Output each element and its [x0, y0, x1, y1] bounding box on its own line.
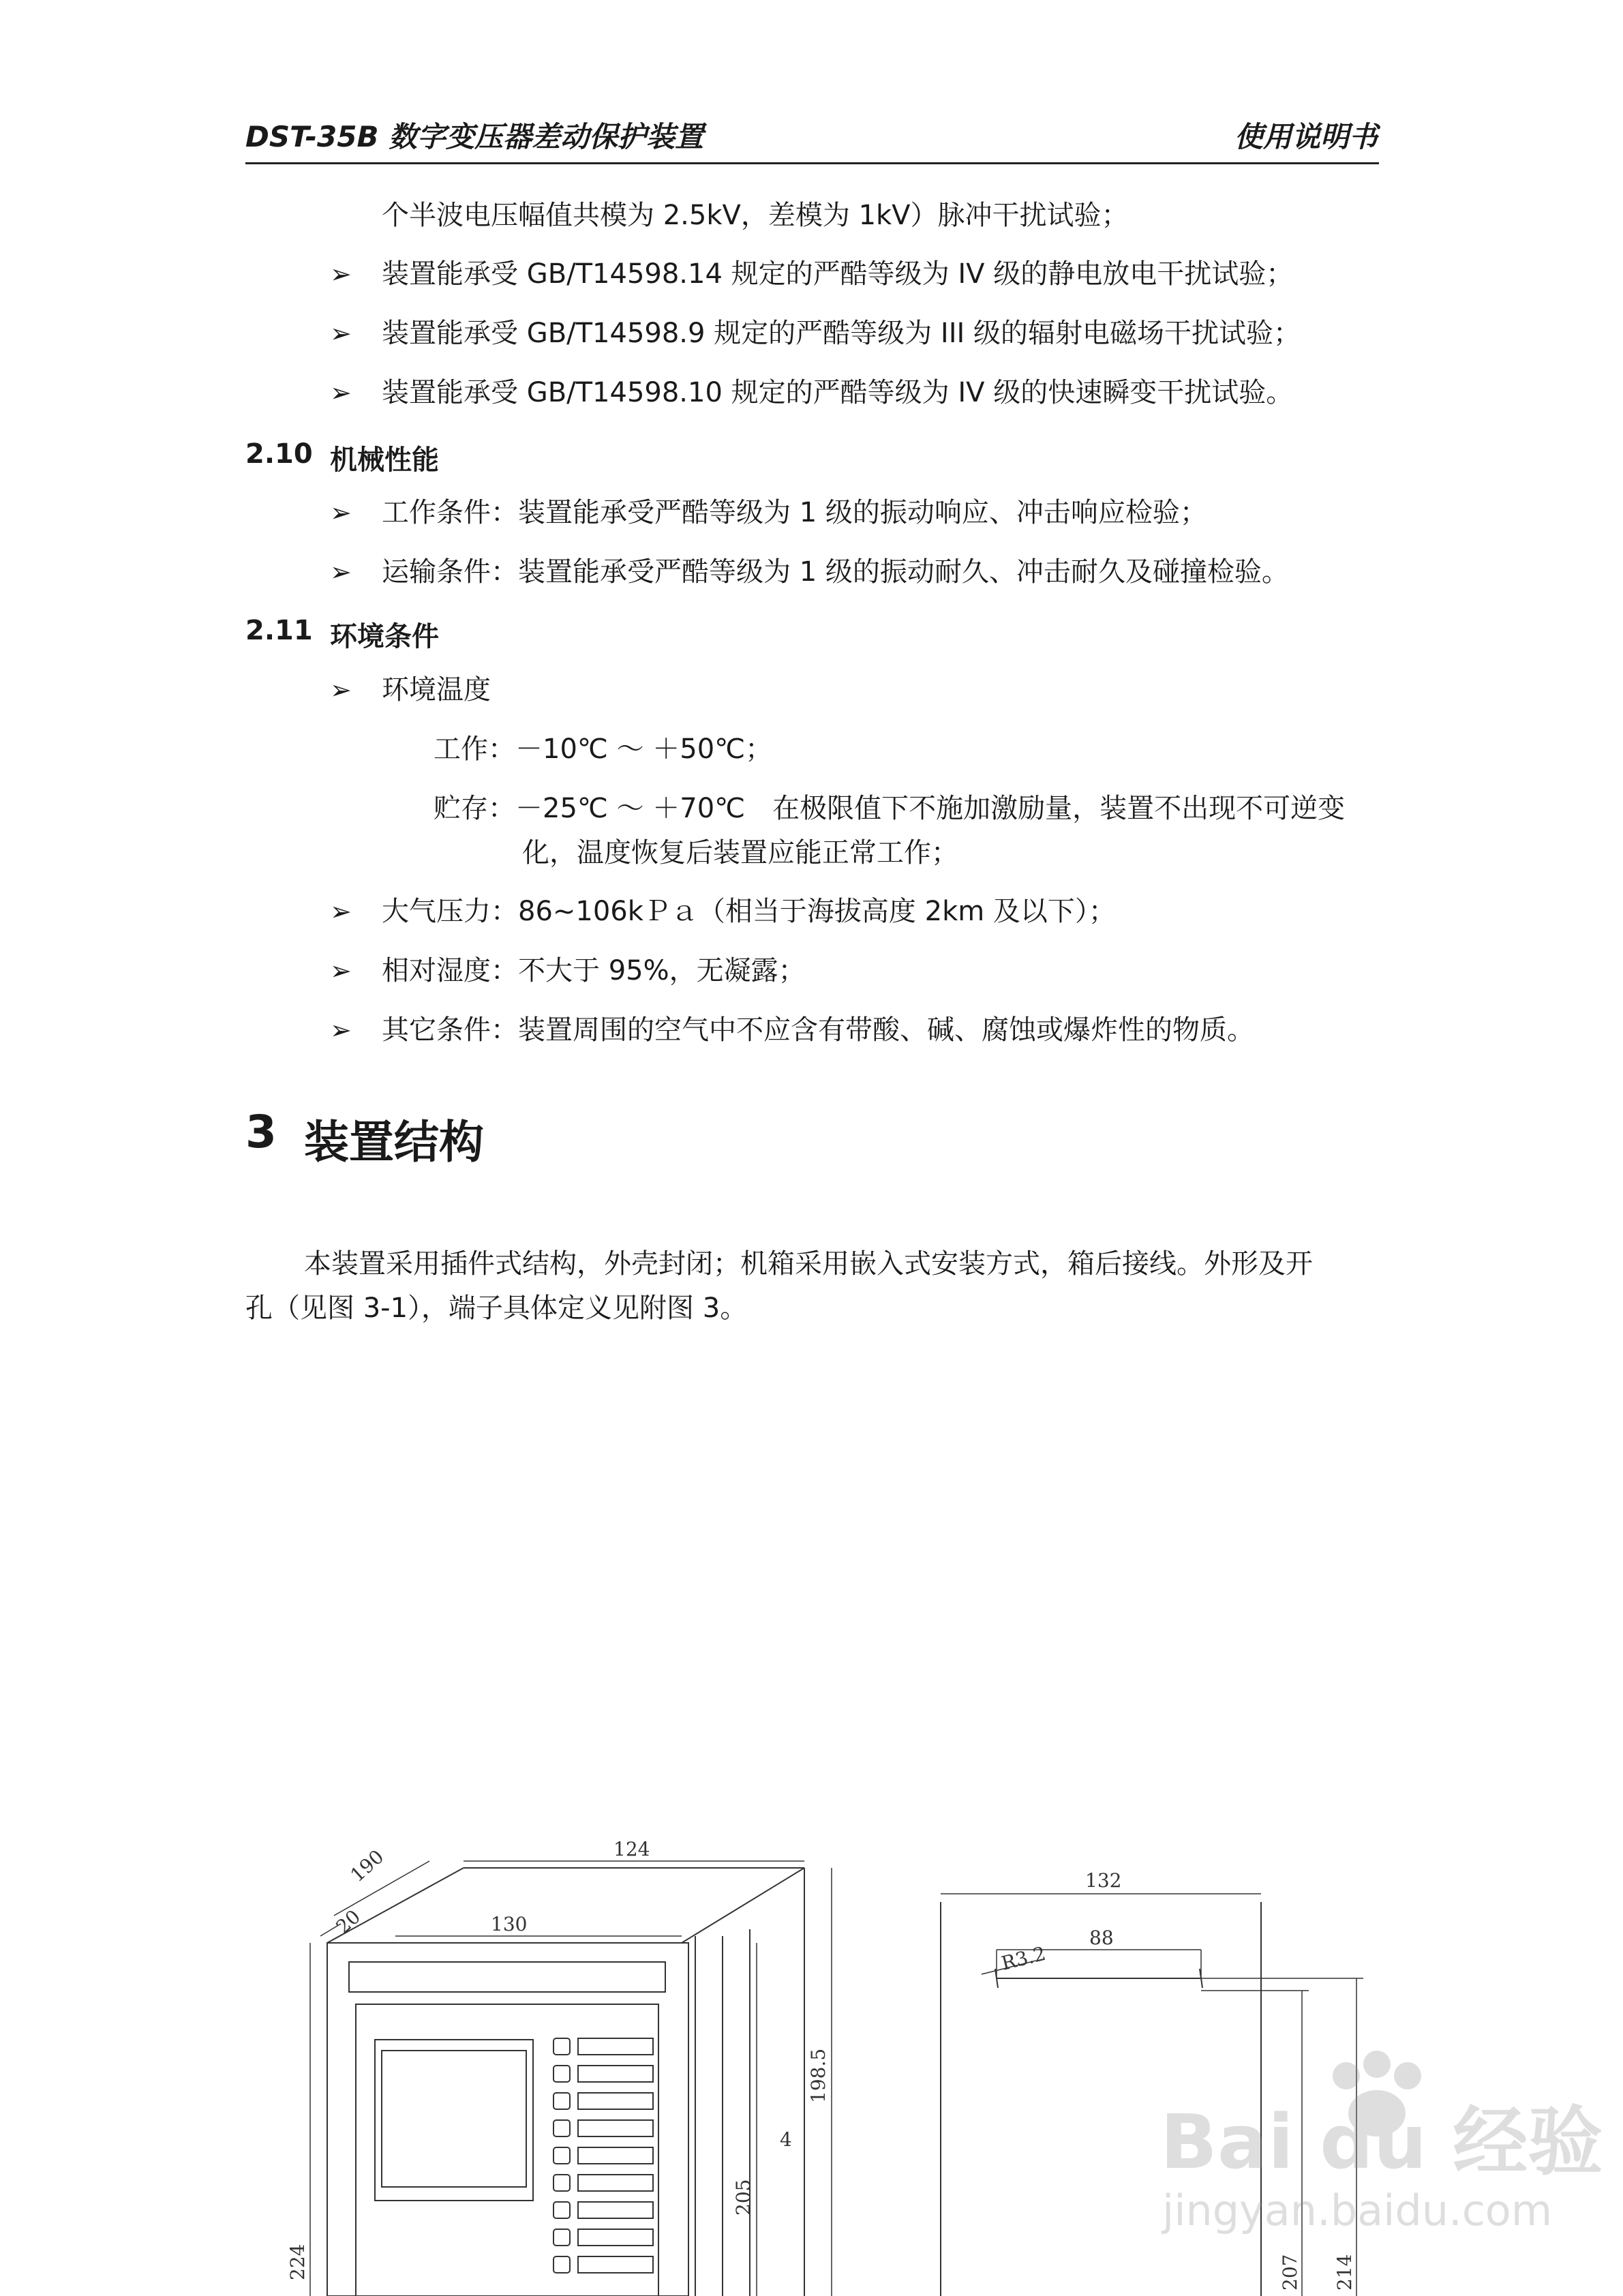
dim-198-5: 198.5 — [807, 2048, 830, 2103]
led-label-box — [578, 2256, 653, 2273]
bullet-arrow-icon: ➢ — [330, 896, 352, 926]
dim-r3-2: R3.2 — [999, 1942, 1048, 1975]
bullet-arrow-icon: ➢ — [330, 318, 352, 348]
bullet-arrow-icon: ➢ — [330, 557, 352, 587]
list-item: 大气压力：86~106kＰａ（相当于海拔高度 2km 及以下）； — [382, 896, 1116, 927]
temp-storage-cont: 化，温度恢复后装置应能正常工作； — [522, 837, 958, 868]
section-title: 环境条件 — [330, 621, 439, 652]
paragraph-cont: 孔（见图 3-1），端子具体定义见附图 3。 — [245, 1293, 748, 1324]
led-indicator — [553, 2147, 570, 2164]
header-doc-type: 使用说明书 — [1234, 120, 1378, 153]
led-label-box — [578, 2147, 653, 2164]
led-label-box — [578, 2175, 653, 2191]
led-indicator — [553, 2256, 570, 2273]
list-item: 其它条件：装置周围的空气中不应含有带酸、碱、腐蚀或爆炸性的物质。 — [382, 1014, 1254, 1046]
section-number: 2.10 — [245, 438, 313, 470]
list-item: 装置能承受 GB/T14598.10 规定的严酷等级为 IV 级的快速瞬变干扰试验。 — [382, 377, 1294, 408]
led-indicator — [553, 2202, 570, 2218]
dim-88: 88 — [1089, 1927, 1114, 1949]
watermark-logo: Bai du 经验 — [1160, 2098, 1603, 2186]
led-indicator — [553, 2093, 570, 2109]
temp-storage: 贮存：－25℃ ～ ＋70℃ 在极限值下不施加激励量，装置不出现不可逆变 — [434, 793, 1346, 824]
bullet-arrow-icon: ➢ — [330, 498, 352, 528]
emc-continuation: 个半波电压幅值共模为 2.5kV，差模为 1kV）脉冲干扰试验； — [382, 200, 1129, 231]
list-item: 装置能承受 GB/T14598.9 规定的严酷等级为 III 级的辐射电磁场干扰试验； — [382, 318, 1301, 349]
led-label-box — [578, 2066, 653, 2082]
led-label-box — [578, 2120, 653, 2136]
led-indicator — [553, 2066, 570, 2082]
bullet-arrow-icon: ➢ — [330, 956, 352, 986]
list-item: 运输条件：装置能承受严酷等级为 1 级的振动耐久、冲击耐久及碰撞检验。 — [382, 556, 1289, 588]
bullet-arrow-icon: ➢ — [330, 1015, 352, 1045]
led-label-box — [578, 2229, 653, 2246]
dim-20: 20 — [331, 1905, 365, 1939]
chapter-title: 装置结构 — [304, 1116, 484, 1168]
dimension-drawing — [286, 1834, 1622, 2296]
led-label-box — [578, 2202, 653, 2218]
led-indicator — [553, 2120, 570, 2136]
watermark — [1160, 2051, 1603, 2235]
led-label-box — [578, 2038, 653, 2055]
header-rule — [245, 162, 1379, 164]
bullet-arrow-icon: ➢ — [330, 378, 352, 408]
section-number: 2.11 — [245, 615, 313, 646]
dim-214: 214 — [1333, 2254, 1356, 2291]
led-indicator — [553, 2175, 570, 2191]
header-title: DST-35B 数字变压器差动保护装置 — [245, 120, 704, 153]
led-indicator — [553, 2229, 570, 2246]
dim-190: 190 — [346, 1845, 389, 1887]
dim-205: 205 — [732, 2179, 755, 2216]
led-indicator — [553, 2038, 570, 2055]
led-label-box — [578, 2093, 653, 2109]
dim-207: 207 — [1279, 2254, 1301, 2291]
list-item: 环境温度 — [382, 674, 491, 706]
section-title: 机械性能 — [330, 444, 439, 476]
dim-224: 224 — [286, 2244, 309, 2280]
bullet-arrow-icon: ➢ — [330, 675, 352, 705]
list-item: 装置能承受 GB/T14598.14 规定的严酷等级为 IV 级的静电放电干扰试验； — [382, 258, 1294, 290]
indicator-panel — [553, 2038, 653, 2273]
watermark-url: jingyan.baidu.com — [1162, 2186, 1553, 2235]
list-item: 工作条件：装置能承受严酷等级为 1 级的振动响应、冲击响应检验； — [382, 497, 1207, 528]
temp-work: 工作：－10℃ ～ ＋50℃； — [434, 734, 773, 765]
dim-130: 130 — [491, 1913, 528, 1935]
dim-132: 132 — [1085, 1869, 1122, 1892]
chapter-number: 3 — [245, 1106, 277, 1158]
dim-124: 124 — [613, 1838, 650, 1860]
bullet-arrow-icon: ➢ — [330, 259, 352, 289]
dim-4: 4 — [780, 2128, 792, 2151]
list-item: 相对湿度：不大于 95%，无凝露； — [382, 955, 806, 986]
paragraph: 本装置采用插件式结构，外壳封闭；机箱采用嵌入式安装方式，箱后接线。外形及开 — [304, 1248, 1313, 1280]
